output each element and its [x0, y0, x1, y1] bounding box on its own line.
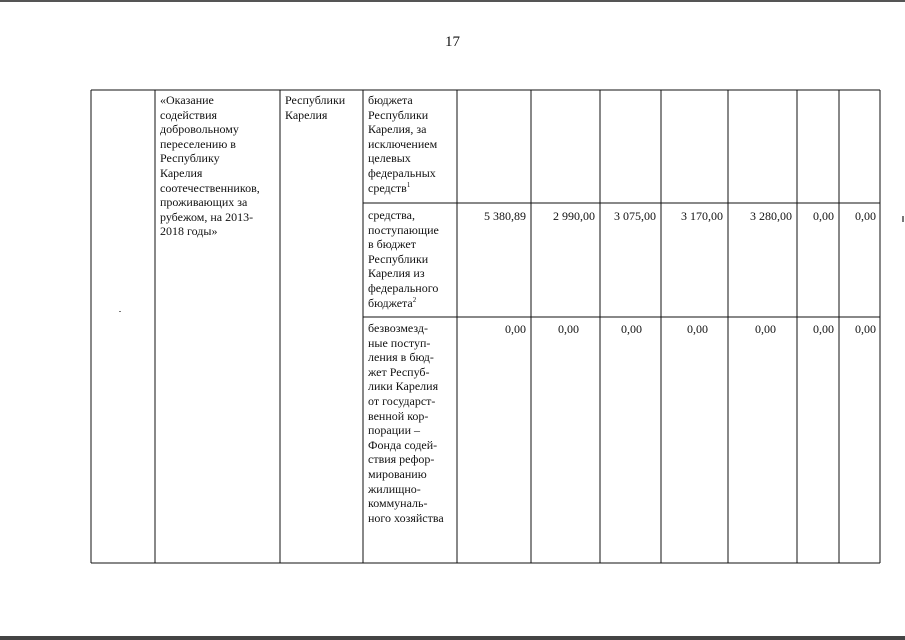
footnote-marker: 2	[412, 295, 417, 304]
page-number: 17	[445, 34, 460, 50]
funding-source-text: безвозмезд- ные поступ- ления в бюд- жет Респуб- лики Карелия от государст- венной кор- порации – Фонда содей- ствия рефор- мированию жилищно- коммуналь- ного хозяйства	[368, 321, 444, 525]
value-cell: 0,00	[813, 209, 834, 223]
value-cell: 3 075,00	[614, 209, 656, 223]
funding-source-cell	[368, 208, 456, 310]
value-cell: 0,00	[687, 322, 708, 336]
value-cell: 0,00	[813, 322, 834, 336]
value-cell: 0,00	[558, 322, 579, 336]
value-cell: 0,00	[855, 322, 876, 336]
funding-source-text: бюджета Республики Карелия, за исключением целевых федеральных средств	[368, 93, 438, 195]
value-cell: 2 990,00	[553, 209, 595, 223]
value-cell: 5 380,89	[484, 209, 526, 223]
program-name-cell: «Оказание содействия добровольному переселению в Республику Карелия соотечественников, проживающих за рубежом, на 2013- 2018 годы»	[160, 93, 260, 239]
funding-source-cell	[368, 93, 456, 195]
executor-cell: Республики Карелия	[285, 93, 346, 122]
value-cell: 3 170,00	[681, 209, 723, 223]
funding-source-cell	[368, 321, 456, 525]
funding-source-text: средства, поступающие в бюджет Республики Карелия из федерального бюджета	[368, 208, 439, 310]
value-cell: 0,00	[855, 209, 876, 223]
value-cell: 0,00	[621, 322, 642, 336]
value-cell: 0,00	[755, 322, 776, 336]
value-cell: 3 280,00	[750, 209, 792, 223]
footnote-marker: 1	[406, 180, 411, 189]
value-cell: 0,00	[505, 322, 526, 336]
